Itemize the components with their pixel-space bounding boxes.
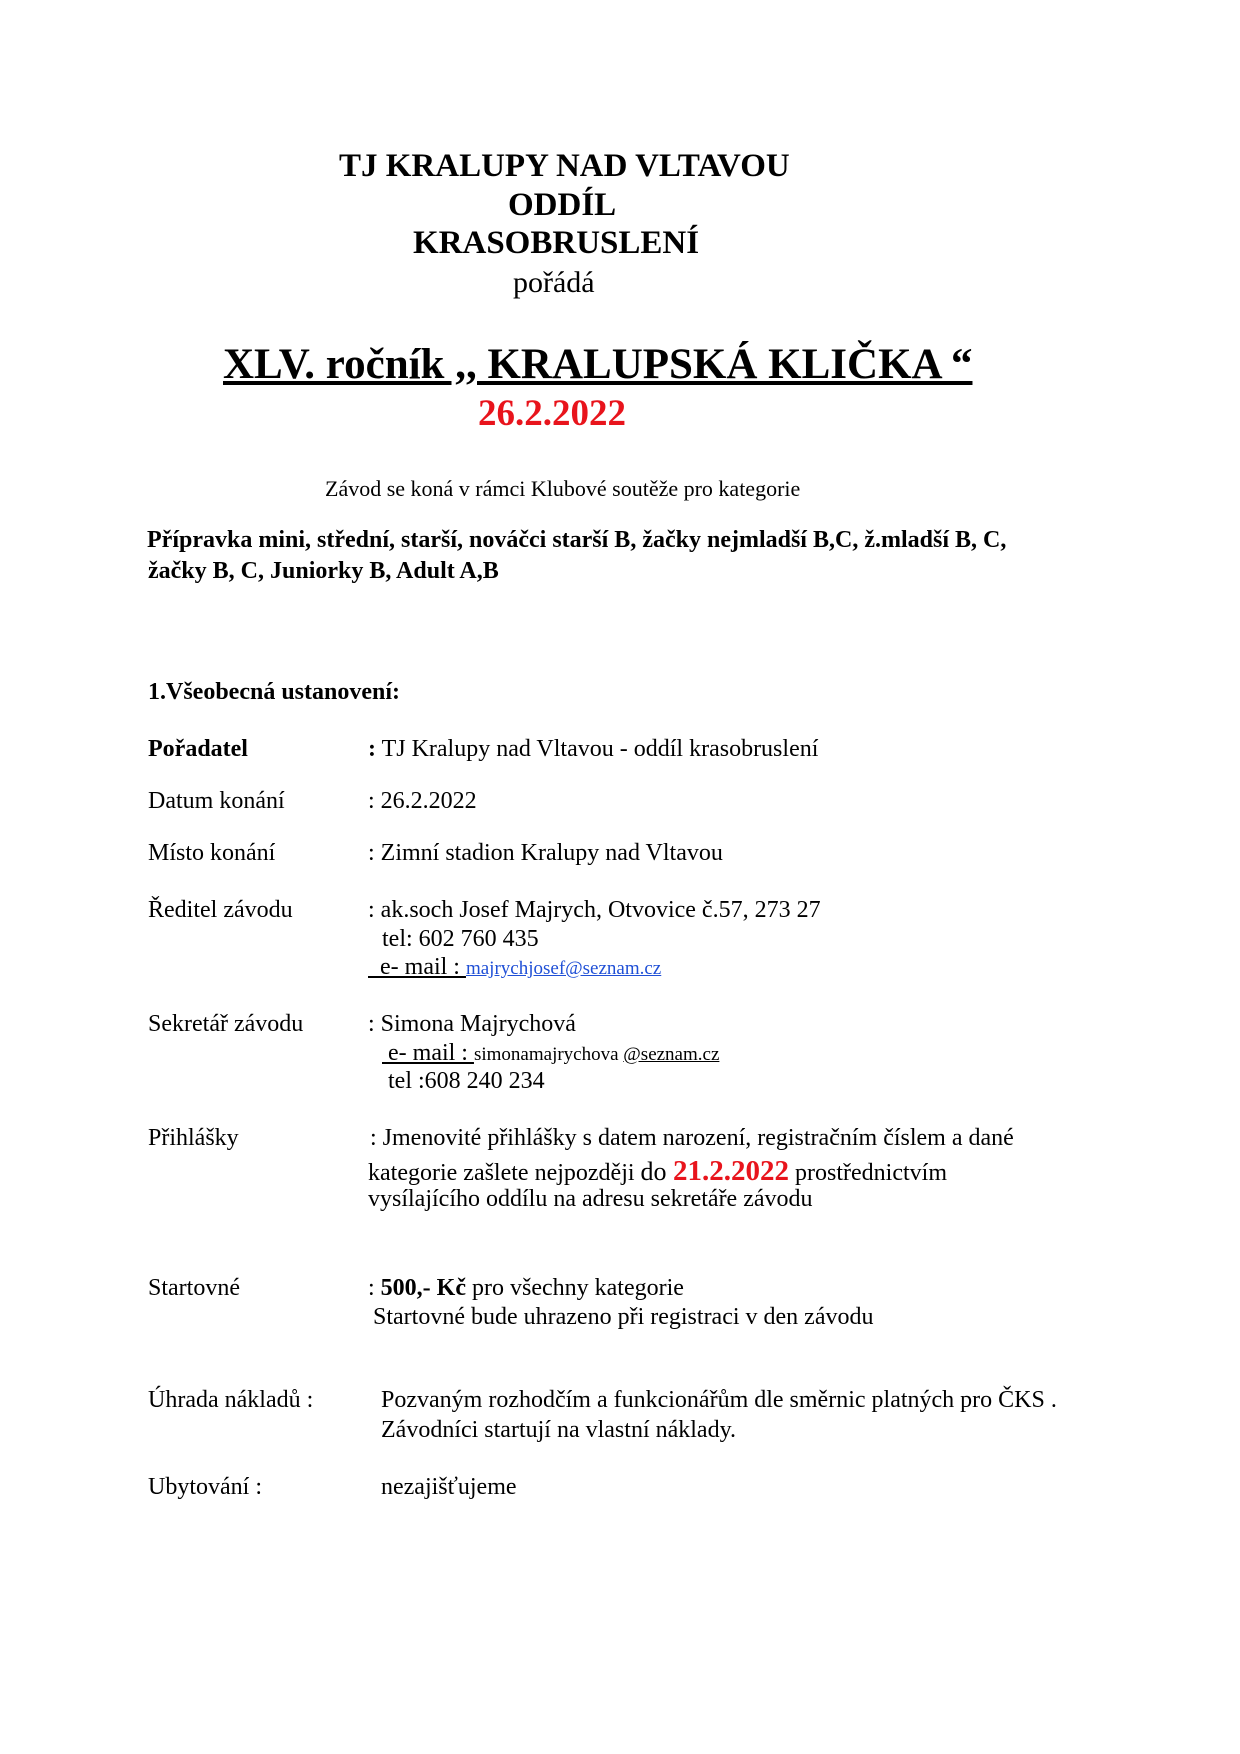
secretary-email-user: simonamajrychova [473, 1044, 624, 1065]
categories-line-2: žačky B, C, Juniorky B, Adult A,B [148, 558, 499, 584]
organizer-colon: : [368, 736, 376, 762]
director-label: Ředitel závodu [148, 897, 293, 923]
registration-line-2-a: kategorie zašlete nejpozději [368, 1160, 641, 1186]
org-section: KRASOBRUSLENÍ [413, 225, 700, 261]
event-title: XLV. ročník ,, KRALUPSKÁ KLIČKA “ [223, 341, 973, 388]
fee-line-2: Startovné bude uhrazeno při registraci v den závodu [373, 1304, 874, 1330]
registration-line-2 [368, 1155, 947, 1188]
venue-value: : Zimní stadion Kralupy nad Vltavou [368, 840, 723, 866]
section-heading: 1.Všeobecná ustanovení: [148, 679, 401, 705]
registration-deadline: 21.2.2022 [673, 1155, 790, 1187]
date-label: Datum konání [148, 788, 285, 814]
fee-line-1 [368, 1275, 684, 1302]
organizer-value [368, 736, 818, 763]
fee-label: Startovné [148, 1275, 240, 1301]
director-line-1: : ak.soch Josef Majrych, Otvovice č.57, 273 27 [368, 897, 821, 923]
intro-text: Závod se koná v rámci Klubové soutěže pro kategorie [325, 476, 801, 501]
accommodation-value: nezajišťujeme [381, 1474, 517, 1500]
secretary-email-domain: @seznam.cz [623, 1044, 720, 1065]
director-phone: tel: 602 760 435 [382, 926, 539, 952]
costs-label: Úhrada nákladů : [148, 1387, 314, 1413]
registration-line-3: vysílajícího oddílu na adresu sekretáře závodu [368, 1186, 813, 1212]
accommodation-label: Ubytování : [148, 1474, 262, 1500]
secretary-label: Sekretář závodu [148, 1011, 304, 1037]
secretary-email-label: e- mail : [382, 1040, 474, 1066]
organizer-text: TJ Kralupy nad Vltavou - oddíl krasobruslení [376, 736, 819, 762]
registration-line-2-b: prostřednictvím [789, 1160, 947, 1186]
organizer-label: Pořadatel [148, 736, 248, 762]
date-value: : 26.2.2022 [368, 788, 477, 814]
secretary-email-row [382, 1040, 719, 1067]
director-email-label: e- mail : [368, 954, 466, 980]
organizes-text: pořádá [513, 266, 595, 299]
org-division: ODDÍL [508, 187, 617, 223]
registration-do: do [640, 1157, 674, 1186]
costs-line-2: Závodníci startují na vlastní náklady. [381, 1417, 737, 1443]
registration-line-1: : Jmenovité přihlášky s datem narození, registračním číslem a dané [370, 1125, 1014, 1151]
fee-rest: pro všechny kategorie [465, 1275, 684, 1301]
costs-line-1: Pozvaným rozhodčím a funkcionářům dle směrnic platných pro ČKS . [381, 1387, 1057, 1413]
venue-label: Místo konání [148, 840, 276, 866]
fee-amount: 500,- Kč [380, 1275, 466, 1301]
director-email-row [368, 954, 661, 981]
event-date: 26.2.2022 [478, 393, 626, 434]
categories-line-1: Přípravka mini, střední, starší, nováčci starší B, žačky nejmladší B,C, ž.mladší B, C, [147, 527, 1007, 553]
fee-colon: : [368, 1275, 381, 1301]
registration-label: Přihlášky [148, 1125, 239, 1151]
org-name: TJ KRALUPY NAD VLTAVOU [339, 148, 790, 184]
director-email-link[interactable]: majrychjosef@seznam.cz [465, 958, 662, 979]
secretary-name: : Simona Majrychová [368, 1011, 576, 1037]
secretary-phone: tel :608 240 234 [388, 1068, 545, 1094]
